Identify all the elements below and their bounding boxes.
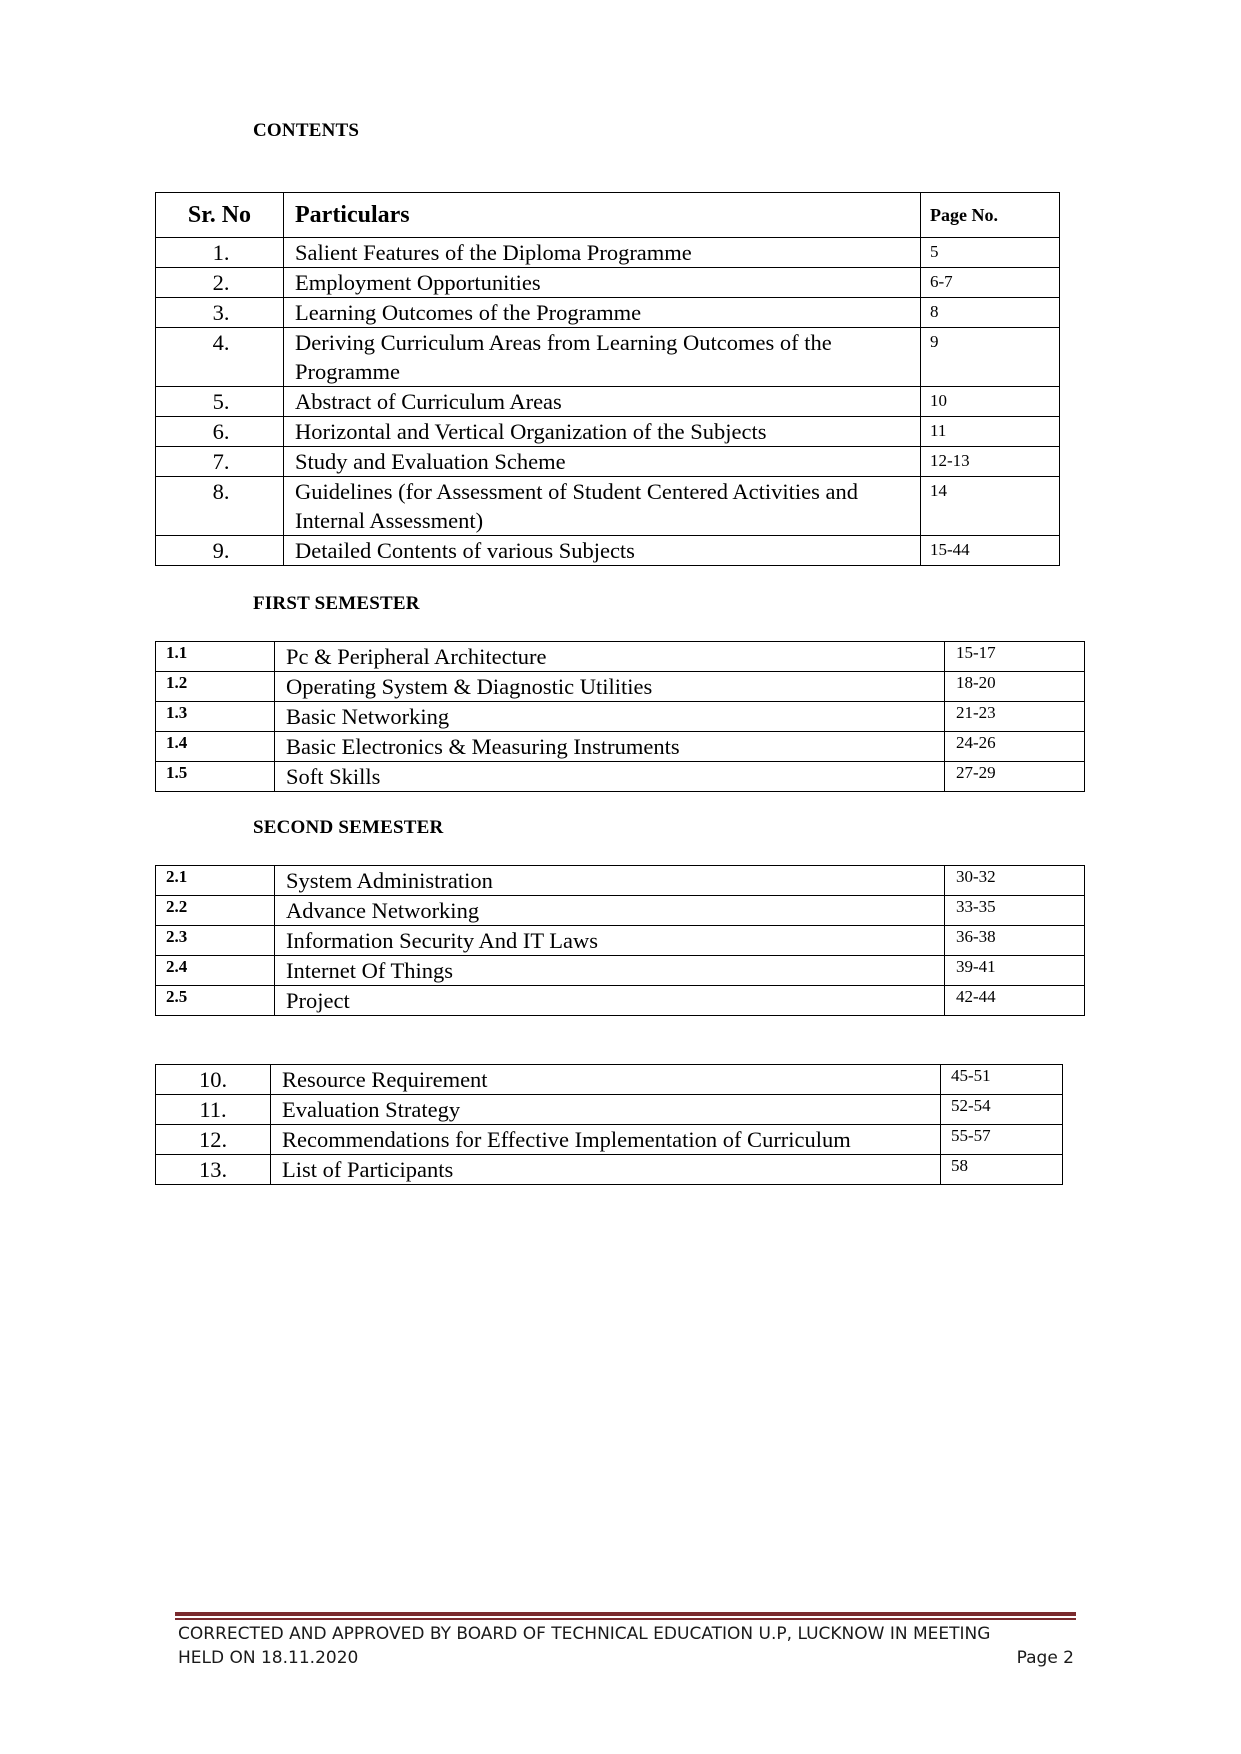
table-row	[156, 328, 1060, 387]
subject-title-cell: Basic Networking	[275, 702, 945, 732]
subject-title-cell: Basic Electronics & Measuring Instruments	[275, 732, 945, 762]
footer-approval-line: CORRECTED AND APPROVED BY BOARD OF TECHNICAL EDUCATION U.P, LUCKNOW IN MEETING	[178, 1624, 991, 1644]
particulars-cell: Abstract of Curriculum Areas	[284, 387, 921, 417]
sr-no-cell: 3.	[156, 298, 284, 328]
sr-no-cell: 1.	[156, 238, 284, 268]
particulars-cell: Learning Outcomes of the Programme	[284, 298, 921, 328]
page-no-cell: 14	[921, 477, 1060, 536]
subject-code-cell: 2.1	[156, 866, 275, 896]
sr-no-cell: 10.	[156, 1065, 271, 1095]
subject-title-cell: Project	[275, 986, 945, 1016]
page-no-cell: 39-41	[945, 956, 1085, 986]
particulars-cell: Evaluation Strategy	[271, 1095, 941, 1125]
subject-title-cell: Operating System & Diagnostic Utilities	[275, 672, 945, 702]
sr-no-cell: 6.	[156, 417, 284, 447]
header-sr-no: Sr. No	[156, 193, 284, 238]
page-no-cell: 24-26	[945, 732, 1085, 762]
table-row	[156, 762, 1085, 792]
table-row	[156, 926, 1085, 956]
page-no-cell: 15-17	[945, 642, 1085, 672]
page-no-cell: 33-35	[945, 896, 1085, 926]
particulars-cell: Recommendations for Effective Implementation of Curriculum	[271, 1125, 941, 1155]
footer-meeting-date: HELD ON 18.11.2020	[178, 1648, 359, 1668]
subject-code-cell: 2.5	[156, 986, 275, 1016]
table-row	[156, 866, 1085, 896]
first-semester-heading: FIRST SEMESTER	[253, 593, 420, 614]
particulars-cell: Resource Requirement	[271, 1065, 941, 1095]
table-row	[156, 477, 1060, 536]
footer-rule-thin	[175, 1618, 1076, 1620]
header-particulars: Particulars	[284, 193, 921, 238]
page-no-cell: 5	[921, 238, 1060, 268]
page-number: Page 2	[1016, 1648, 1074, 1668]
subject-title-cell: Information Security And IT Laws	[275, 926, 945, 956]
page-no-cell: 58	[941, 1155, 1063, 1185]
particulars-cell: Salient Features of the Diploma Programme	[284, 238, 921, 268]
contents-table	[155, 192, 1060, 566]
page-no-cell: 11	[921, 417, 1060, 447]
table-row	[156, 642, 1085, 672]
page-no-cell: 8	[921, 298, 1060, 328]
table-row	[156, 1155, 1063, 1185]
particulars-cell: Horizontal and Vertical Organization of the Subjects	[284, 417, 921, 447]
page-no-cell: 45-51	[941, 1065, 1063, 1095]
additional-contents-table	[155, 1064, 1063, 1185]
sr-no-cell: 11.	[156, 1095, 271, 1125]
subject-title-cell: Soft Skills	[275, 762, 945, 792]
page-no-cell: 42-44	[945, 986, 1085, 1016]
subject-code-cell: 1.5	[156, 762, 275, 792]
page-no-cell: 21-23	[945, 702, 1085, 732]
page-no-cell: 27-29	[945, 762, 1085, 792]
subject-code-cell: 2.4	[156, 956, 275, 986]
table-row	[156, 298, 1060, 328]
table-row	[156, 732, 1085, 762]
subject-code-cell: 1.1	[156, 642, 275, 672]
page-no-cell: 36-38	[945, 926, 1085, 956]
table-row	[156, 536, 1060, 566]
table-header-row	[156, 193, 1060, 238]
subject-title-cell: Advance Networking	[275, 896, 945, 926]
subject-title-cell: Pc & Peripheral Architecture	[275, 642, 945, 672]
subject-code-cell: 2.2	[156, 896, 275, 926]
page-no-cell: 15-44	[921, 536, 1060, 566]
footer-second-line	[178, 1648, 1074, 1668]
table-row	[156, 702, 1085, 732]
subject-code-cell: 1.2	[156, 672, 275, 702]
particulars-cell: Guidelines (for Assessment of Student Centered Activities and Internal Assessment)	[284, 477, 921, 536]
sr-no-cell: 5.	[156, 387, 284, 417]
particulars-cell: Deriving Curriculum Areas from Learning Outcomes of the Programme	[284, 328, 921, 387]
table-row	[156, 672, 1085, 702]
table-row	[156, 896, 1085, 926]
page-no-cell: 12-13	[921, 447, 1060, 477]
sr-no-cell: 4.	[156, 328, 284, 387]
sr-no-cell: 8.	[156, 477, 284, 536]
sr-no-cell: 9.	[156, 536, 284, 566]
subject-title-cell: Internet Of Things	[275, 956, 945, 986]
second-semester-heading: SECOND SEMESTER	[253, 817, 444, 838]
table-row	[156, 268, 1060, 298]
table-row	[156, 956, 1085, 986]
second-semester-table	[155, 865, 1085, 1016]
subject-title-cell: System Administration	[275, 866, 945, 896]
subject-code-cell: 1.3	[156, 702, 275, 732]
subject-code-cell: 1.4	[156, 732, 275, 762]
particulars-cell: Detailed Contents of various Subjects	[284, 536, 921, 566]
subject-code-cell: 2.3	[156, 926, 275, 956]
sr-no-cell: 12.	[156, 1125, 271, 1155]
table-row	[156, 1065, 1063, 1095]
particulars-cell: Employment Opportunities	[284, 268, 921, 298]
sr-no-cell: 13.	[156, 1155, 271, 1185]
page-no-cell: 30-32	[945, 866, 1085, 896]
particulars-cell: List of Participants	[271, 1155, 941, 1185]
table-row	[156, 1125, 1063, 1155]
first-semester-table	[155, 641, 1085, 792]
page-no-cell: 18-20	[945, 672, 1085, 702]
page-no-cell: 52-54	[941, 1095, 1063, 1125]
footer-rule	[175, 1612, 1076, 1616]
header-page-no: Page No.	[921, 193, 1060, 238]
table-row	[156, 1095, 1063, 1125]
page-no-cell: 9	[921, 328, 1060, 387]
table-row	[156, 447, 1060, 477]
table-row	[156, 238, 1060, 268]
sr-no-cell: 7.	[156, 447, 284, 477]
table-row	[156, 986, 1085, 1016]
table-row	[156, 417, 1060, 447]
particulars-cell: Study and Evaluation Scheme	[284, 447, 921, 477]
page-no-cell: 10	[921, 387, 1060, 417]
table-row	[156, 387, 1060, 417]
page-no-cell: 6-7	[921, 268, 1060, 298]
contents-heading: CONTENTS	[253, 120, 360, 141]
page-no-cell: 55-57	[941, 1125, 1063, 1155]
sr-no-cell: 2.	[156, 268, 284, 298]
